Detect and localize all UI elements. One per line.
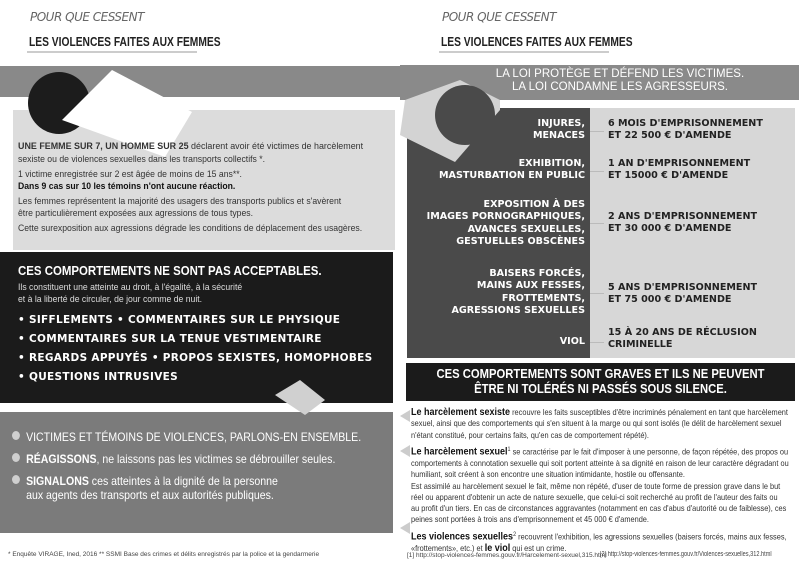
action-item: VICTIMES ET TÉMOINS DE VIOLENCES, PARLONS-EN ENSEMBLE. bbox=[26, 430, 362, 444]
footnote: * Enquête VIRAGE, Ined, 2016 ** SSMI Base des crimes et délits enregistrés par la police et la gendarmerie bbox=[8, 551, 320, 558]
banner-line: LA LOI CONDAMNE LES AGRESSEURS. bbox=[511, 81, 728, 93]
unacceptable-title: CES COMPORTEMENTS NE SONT PAS ACCEPTABLES. bbox=[18, 263, 322, 278]
penalty: 1 AN D'EMPRISONNEMENT ET 15000 € D'AMENDE bbox=[608, 158, 751, 182]
stat-witness: Dans 9 cas sur 10 les témoins n'ont aucune réaction. bbox=[18, 181, 236, 191]
header-top: POUR QUE CESSENT bbox=[30, 10, 144, 24]
grave-text bbox=[425, 367, 775, 397]
connector bbox=[590, 293, 604, 294]
stat-text: 1 victime enregistrée sur 2 est âgée de moins de 15 ans**. bbox=[18, 169, 242, 179]
stat-text: Cette surexposition aux agressions dégrade les conditions de déplacement des usagères. bbox=[18, 223, 363, 233]
penalty: 6 MOIS D'EMPRISONNEMENT ET 22 500 € D'AMENDE bbox=[608, 118, 763, 142]
arrow-icon bbox=[400, 445, 410, 457]
definitions bbox=[411, 407, 799, 554]
stats-text bbox=[18, 141, 389, 234]
action-item: , ne laissons pas les victimes se débrouiller seules. bbox=[96, 452, 336, 466]
decorative-shape bbox=[0, 0, 400, 160]
bullet-dot-icon bbox=[12, 475, 20, 484]
unacceptable-text: Ils constituent une atteinte au droit, à l'égalité, à la sécurité bbox=[18, 282, 243, 292]
header-underline bbox=[439, 51, 609, 53]
connector bbox=[590, 342, 604, 343]
offense: BAISERS FORCÉS, MAINS AUX FESSES, FROTTEMENTS, AGRESSIONS SEXUELLES bbox=[451, 268, 585, 316]
banner-line: LA LOI PROTÈGE ET DÉFEND LES VICTIMES. bbox=[495, 68, 745, 80]
actions-content bbox=[12, 430, 409, 502]
source-link-2[interactable]: [2] http://stop-violences-femmes.gouv.fr/Violences-sexuelles,312.html bbox=[600, 551, 772, 558]
offense: VIOL bbox=[559, 336, 585, 347]
source-link-1[interactable]: [1] http://stop-violences-femmes.gouv.fr/Harcelement-sexuel,315.html bbox=[407, 552, 607, 559]
penalty: 2 ANS D'EMPRISONNEMENT ET 30 000 € D'AMENDE bbox=[608, 211, 758, 235]
offense: EXHIBITION, MASTURBATION EN PUBLIC bbox=[438, 158, 585, 182]
offense: INJURES, MENACES bbox=[532, 118, 585, 142]
connector bbox=[590, 223, 604, 224]
grave-line: CES COMPORTEMENTS SONT GRAVES ET ILS NE PEUVENT bbox=[436, 367, 765, 381]
definition-sexist: Le harcèlement sexiste recouvre les faits susceptibles d'être incriminés pénalement en tant que harcèlement sexuel, ainsi que des comportements qui s'en situent à la marge ou qui sont isolés (le délit de harcèlement sexuel n'étant constitué, pour certains faits, qu'en cas de comportement répété). bbox=[411, 407, 788, 440]
header-title: LES VIOLENCES FAITES AUX FEMMES bbox=[29, 35, 221, 49]
behavior-item: • COMMENTAIRES SUR LA TENUE VESTIMENTAIRE bbox=[18, 333, 322, 345]
header-top: POUR QUE CESSENT bbox=[442, 10, 556, 24]
unacceptable-content bbox=[18, 263, 373, 387]
arrow-icon bbox=[400, 522, 410, 534]
behavior-item: • SIFFLEMENTS • COMMENTAIRES SUR LE PHYSIQUE bbox=[18, 314, 341, 326]
action-keyword: RÉAGISSONS bbox=[26, 452, 97, 466]
connector bbox=[590, 131, 604, 132]
action-item: ces atteintes à la dignité de la personne bbox=[88, 474, 278, 488]
unacceptable-text: et à la liberté de circuler, de jour comme de nuit. bbox=[18, 294, 203, 304]
behavior-item: • REGARDS APPUYÉS • PROPOS SEXISTES, HOMOPHOBES bbox=[18, 352, 373, 364]
bullet-dot-icon bbox=[12, 453, 20, 462]
decorative-shape bbox=[400, 80, 510, 170]
grave-line: ÊTRE NI TOLÉRÉS NI PASSÉS SOUS SILENCE. bbox=[474, 382, 727, 396]
action-keyword: SIGNALONS bbox=[26, 474, 89, 488]
stat-text: Les femmes représentent la majorité des usagers des transports publics et s'avèrent bbox=[18, 196, 342, 206]
decorative-shape bbox=[270, 380, 330, 430]
arrow-icon bbox=[400, 410, 410, 422]
connector bbox=[590, 171, 604, 172]
definition-sexual-violence: Les violences sexuelles$^2$ recouvrent l'exhibition, les agressions sexuelles (baisers forcés, mains aux fesses, «frottements», etc.) et le viol qui est un crime. bbox=[411, 531, 787, 554]
bullet-dot-icon bbox=[12, 431, 20, 440]
offense: EXPOSITION À DES IMAGES PORNOGRAPHIQUES, AVANCES SEXUELLES, GESTUELLES OBSCÈNES bbox=[426, 199, 585, 247]
stat-text: sexiste ou de violences sexuelles dans les transports collectifs *. bbox=[18, 154, 266, 164]
stat-text: déclarent avoir été victimes de harcèlement bbox=[188, 141, 364, 152]
header-title: LES VIOLENCES FAITES AUX FEMMES bbox=[441, 35, 633, 49]
stat-text: être particulièrement exposées aux agressions de tous types. bbox=[18, 208, 254, 218]
action-item: aux agents des transports et aux autorités publiques. bbox=[26, 488, 274, 502]
behavior-item: • QUESTIONS INTRUSIVES bbox=[18, 371, 178, 383]
penalty: 5 ANS D'EMPRISONNEMENT ET 75 000 € D'AMENDE bbox=[608, 282, 758, 306]
definition-sexual-harassment: Le harcèlement sexuel$^1$ se caractérise par le fait d'imposer à une personne, de façon répétée, des propos ou comportements à connotation sexuelle qui soit portent atteinte à sa dignité en raison de leur caractère dégradant ou humiliant, soit créent à son encontre une situation intimidante, hostile ou offensante. Est assimilé au harcèlement sexuel le fait, même non répété, d'user de toute forme de pression grave dans le but réel ou apparent d'obtenir un acte de nature sexuelle, que celui-ci soit recherché au profit de l'auteur des faits ou au profit d'un tiers. En cas de circonstances aggravantes (notamment en cas d'abus d'autorité ou de faiblesse), ces peines sont portées à trois ans d'emprisonnement et 45 000 € d'amende. bbox=[411, 446, 789, 525]
stat-highlight: UNE FEMME SUR 7, UN HOMME SUR 25 bbox=[18, 141, 189, 152]
law-banner-text bbox=[470, 68, 770, 94]
penalty: 15 À 20 ANS DE RÉCLUSION CRIMINELLE bbox=[608, 327, 757, 351]
